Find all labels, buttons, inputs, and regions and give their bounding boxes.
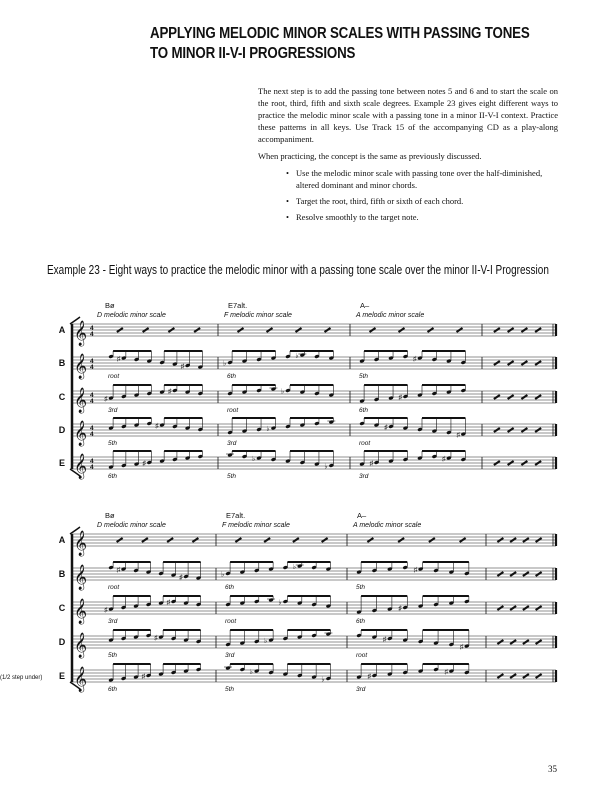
accidental-icon: ♯ <box>456 432 460 439</box>
accidental-icon: ♭ <box>223 360 227 368</box>
start-degree-label: 3rd <box>359 473 369 480</box>
accidental-icon: ♭ <box>295 353 299 360</box>
page-number: 35 <box>548 764 557 774</box>
chord-symbol: Bø <box>105 511 115 520</box>
staff-label: C <box>58 603 66 613</box>
page-title-line-1: APPLYING MELODIC MINOR SCALES WITH PASSING TONES <box>150 25 530 42</box>
start-degree-label: 5th <box>108 652 118 659</box>
staff-label: E <box>58 671 66 681</box>
score-system-2 <box>0 507 609 707</box>
accidental-icon: ♯ <box>179 574 183 582</box>
scale-name: A melodic minor scale <box>353 522 422 529</box>
scale-name: F melodic minor scale <box>224 312 292 319</box>
time-signature-bottom: 4 <box>90 398 94 405</box>
start-degree-label: 3rd <box>108 407 118 414</box>
time-signature-bottom: 4 <box>90 331 94 338</box>
accidental-icon: ♯ <box>180 363 185 371</box>
chord-symbol: Bø <box>105 301 115 310</box>
start-degree-label: 3rd <box>108 618 118 625</box>
accidental-icon: ♭ <box>292 564 297 571</box>
start-degree-label: 5th <box>108 440 118 447</box>
treble-clef-icon: 𝄞 <box>74 598 88 623</box>
scale-name: F melodic minor scale <box>222 522 290 529</box>
start-degree-label: root <box>359 440 371 447</box>
body-text <box>258 85 558 227</box>
start-degree-label: 5th <box>225 686 235 693</box>
start-degree-label: 6th <box>108 473 118 480</box>
accidental-icon: ♯ <box>141 673 145 681</box>
accidental-icon: ♯ <box>383 424 388 432</box>
accidental-icon: ♯ <box>412 356 417 363</box>
paragraph-2: When practicing, the concept is the same as previously discussed. <box>258 151 482 161</box>
accidental-icon: ♯ <box>155 423 159 430</box>
start-degree-label: 3rd <box>356 686 366 693</box>
scale-name: D melodic minor scale <box>97 312 166 319</box>
start-degree-label: 6th <box>225 584 235 591</box>
start-degree-label: 6th <box>359 407 369 414</box>
treble-clef-icon: 𝄞 <box>74 387 88 412</box>
accidental-icon: ♯ <box>166 599 170 607</box>
staff-label: A <box>58 535 66 545</box>
treble-clef-icon: 𝄞 <box>74 666 88 691</box>
staff-label: C <box>58 392 66 402</box>
accidental-icon: ♭ <box>280 388 285 396</box>
time-signature-bottom: 4 <box>90 364 94 371</box>
accidental-icon: ♭ <box>251 456 256 463</box>
accidental-icon: ♯ <box>369 460 373 468</box>
accidental-icon: ♯ <box>142 460 146 468</box>
accidental-icon: ♯ <box>444 669 448 676</box>
accidental-icon: ♯ <box>154 635 158 642</box>
accidental-icon: ♯ <box>116 567 120 574</box>
accidental-icon: ♯ <box>104 396 108 403</box>
start-degree-label: 3rd <box>225 652 235 659</box>
accidental-icon: ♭ <box>266 426 270 433</box>
treble-clef-icon: 𝄞 <box>74 353 88 378</box>
accidental-icon: ♭ <box>221 571 225 579</box>
staff-label: D <box>58 637 66 647</box>
staff-label: A <box>58 325 66 335</box>
start-degree-label: 5th <box>227 473 237 480</box>
treble-clef-icon: 𝄞 <box>74 564 88 589</box>
start-degree-label: 5th <box>359 373 369 380</box>
start-degree-label: 6th <box>356 618 366 625</box>
start-degree-label: 6th <box>227 373 237 380</box>
accidental-icon: ♯ <box>459 644 464 651</box>
accidental-icon: ♭ <box>278 599 282 607</box>
chord-symbol: A– <box>357 511 367 520</box>
accidental-icon: ♯ <box>167 388 172 396</box>
paragraph-1: The next step is to add the passing tone between notes 5 and 6 and to start the scale on the root, third, fifth and sixth scale degrees. Example 23 gives eight different ways to practice the melodic minor scale with a passing tone in a minor II-V-I context. Practice these patterns in all keys. Use Track 15 of the accompanying CD as a play-along accompaniment. <box>258 86 558 144</box>
accidental-icon: ♯ <box>367 673 371 681</box>
chord-symbol: A– <box>360 301 370 310</box>
accidental-icon: ♯ <box>104 607 108 614</box>
accidental-icon: ♯ <box>116 356 121 363</box>
time-signature-top: 4 <box>90 325 94 332</box>
start-degree-label: root <box>108 584 120 591</box>
time-signature-top: 4 <box>90 392 94 399</box>
time-signature-top: 4 <box>90 458 94 465</box>
bullet-item: • Target the root, third, fifth or sixth of each chord. <box>296 195 558 207</box>
staff-label: D <box>58 425 66 435</box>
practice-bullets <box>258 167 558 223</box>
accidental-icon: ♭ <box>264 638 268 645</box>
treble-clef-icon: 𝄞 <box>74 420 88 445</box>
bullet-item: • Resolve smoothly to the target note. <box>296 211 558 223</box>
start-degree-label: root <box>227 407 239 414</box>
accidental-icon: ♯ <box>382 636 387 644</box>
chord-symbol: E7alt. <box>226 511 246 520</box>
staff-label: B <box>58 569 66 579</box>
accidental-icon: ♭ <box>321 676 325 684</box>
time-signature-bottom: 4 <box>90 431 94 438</box>
start-degree-label: 5th <box>356 584 366 591</box>
start-degree-label: 6th <box>108 686 118 693</box>
time-signature-top: 4 <box>90 425 94 432</box>
start-degree-label: root <box>108 373 120 380</box>
treble-clef-icon: 𝄞 <box>74 530 88 555</box>
scale-name: A melodic minor scale <box>356 312 425 319</box>
start-degree-label: root <box>356 652 368 659</box>
accidental-icon: ♭ <box>249 669 253 676</box>
staff-label: B <box>58 358 66 368</box>
time-signature-top: 4 <box>90 358 94 365</box>
score-system-1 <box>0 298 609 681</box>
accidental-icon: ♭ <box>324 463 328 471</box>
accidental-icon: ♯ <box>398 605 402 613</box>
start-degree-label: root <box>225 618 237 625</box>
treble-clef-icon: 𝄞 <box>74 320 88 345</box>
score-annotation: (1/2 step under) <box>0 675 43 681</box>
accidental-icon: ♯ <box>441 456 446 463</box>
treble-clef-icon: 𝄞 <box>74 453 88 478</box>
chord-symbol: E7alt. <box>228 301 248 310</box>
treble-clef-icon: 𝄞 <box>74 632 88 657</box>
page-title <box>150 24 530 64</box>
staff-label: E <box>58 458 66 468</box>
start-degree-label: 3rd <box>227 440 237 447</box>
accidental-icon: ♯ <box>413 567 418 574</box>
time-signature-bottom: 4 <box>90 464 94 471</box>
accidental-icon: ♯ <box>398 394 402 402</box>
bullet-item: • Use the melodic minor scale with passing tone over the half-diminished, altered dominant and minor chords. <box>296 167 558 191</box>
example-caption: Example 23 - Eight ways to practice the melodic minor with a passing tone scale over the minor II-V-I Progression <box>47 263 549 277</box>
page-title-line-2: TO MINOR II-V-I PROGRESSIONS <box>150 45 356 62</box>
scale-name: D melodic minor scale <box>97 522 166 529</box>
